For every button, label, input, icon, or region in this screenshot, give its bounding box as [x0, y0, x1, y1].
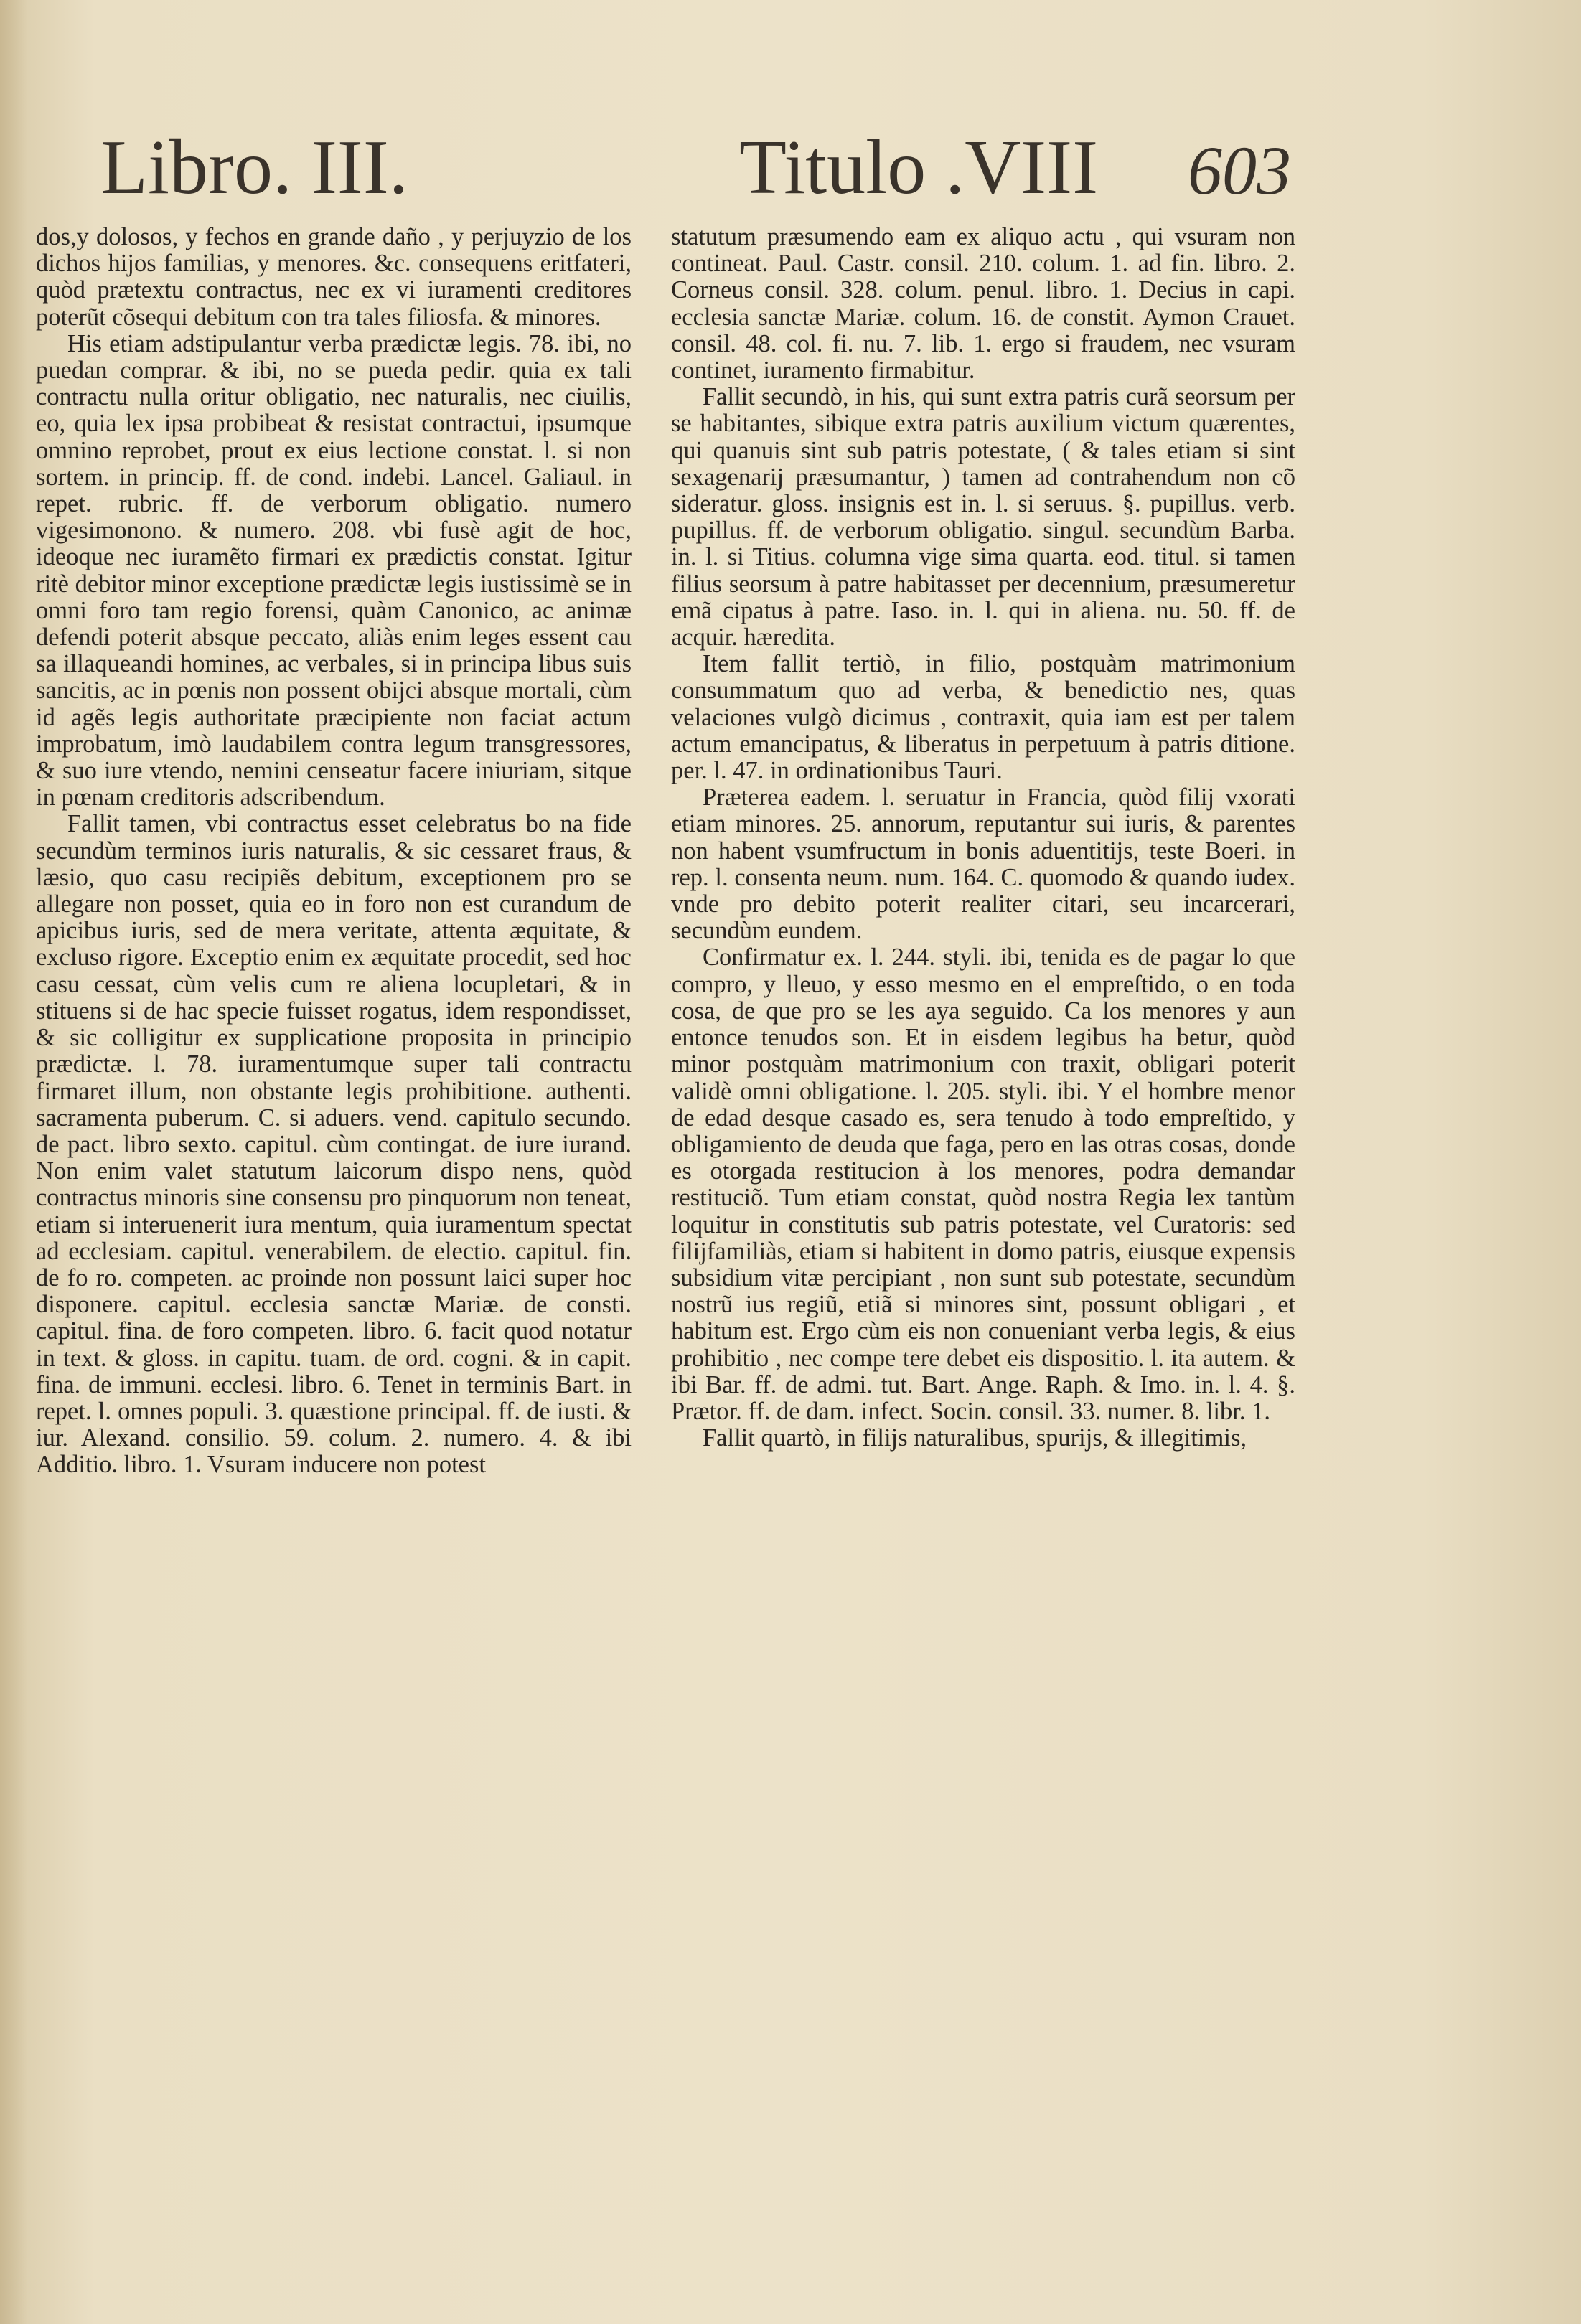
- paragraph: dos,y dolosos, y fechos en grande daño , y perjuyzio de los dichos hijos familias, y menores. &c. consequens eritfateri, quòd prætextu contractus, nec ex vi iuramenti creditores poterũt cõsequi debitum con tra tales filiosfa. & minores.: [36, 223, 632, 331]
- running-head: [0, 115, 1581, 215]
- page-number: 603: [1188, 132, 1291, 209]
- paragraph: statutum præsumendo eam ex aliquo actu , qui vsuram non contineat. Paul. Castr. consil. 210. colum. 1. ad fin. libro. 2. Corneus consil. 328. colum. penul. libro. 1. Decius in capi. ecclesia sanctæ Mariæ. colum. 16. de constit. Aymon Crauet. consil. 48. col. fi. nu. 7. lib. 1. ergo si fraudem, nec vsuram continet, iuramento firmabitur.: [671, 223, 1295, 385]
- paragraph: Fallit tamen, vbi contractus esset celebratus bo na fide secundùm terminos iuris naturalis, & sic cessaret fraus, & læsio, quo casu recipiẽs debitum, exceptionem pro se allegare non posset, quia eo in foro non est curandum de apicibus iuris, sed de mera veritate, attenta æquitate, & excluso rigore. Exceptio enim ex æquitate procedit, sed hoc casu cessat, cùm velis cum re aliena locupletari, & in stituens si de hac specie fuisset rogatus, idem respondisset, & sic colligitur ex supplicatione proposita in principio prædictæ. l. 78. iuramentumque super tali contractu firmaret illum, non obstante legis prohibitione. authenti. sacramenta puberum. C. si aduers. vend. capitulo secundo. de pact. libro sexto. capitul. cùm contingat. de iure iurand. Non enim valet statutum laicorum dispo nens, quòd contractus minoris sine consensu pro pinquorum non teneat, etiam si interuenerit iura mentum, quia iuramentum spectat ad ecclesiam. capitul. venerabilem. de electio. capitul. fin. de fo ro. competen. ac proinde non possunt laici super hoc disponere. capitul. ecclesia sanctæ Mariæ. de consti. capitul. fina. de foro competen. libro. 6. facit quod notatur in text. & gloss. in capitu. tuam. de ord. cogni. & in capit. fina. de immuni. ecclesi. libro. 6. Tenet in terminis Bart. in repet. l. omnes populi. 3. quæstione principal. ff. de iusti. & iur. Alexand. consilio. 59. colum. 2. numero. 4. & ibi Additio. libro. 1. Vsuram inducere non potest: [36, 810, 632, 1479]
- left-column: [36, 224, 632, 1479]
- paragraph: Confirmatur ex. l. 244. styli. ibi, tenida es de pagar lo que compro, y lleuo, y esso mesmo en el empreſtido, o en toda cosa, de que pro se les aya seguido. Ca los menores y aun entonce tenudos son. Et in eisdem legibus ha betur, quòd minor postquàm matrimonium con traxit, obligari poterit validè omni obligatione. l. 205. styli. ibi. Y el hombre menor de edad desque casado es, sera tenudo à todo empreſtido, y obligamiento de deuda que faga, pero en las otras cosas, donde es otorgada restitucion à los menores, podra demandar restituciõ. Tum etiam constat, quòd nostra Regia lex tantùm loquitur in constitutis sub patris potestate, vel Curatoris: sed filijfamiliàs, etiam si habitent in domo patris, eiusque expensis subsidium vitæ percipiant , non sunt sub potestate, secundùm nostrũ ius regiũ, etiã si minores sint, possunt obligari , et habitum est. Ergo cùm eis non conueniant verba legis, & eius prohibitio , nec compe tere debet eis dispositio. l. ita autem. & ibi Bar. ff. de admi. tut. Bart. Ange. Raph. & Imo. in. l. 4. §. Prætor. ff. de dam. infect. Socin. consil. 33. numer. 8. libr. 1.: [671, 944, 1295, 1425]
- paragraph: His etiam adstipulantur verba prædictæ legis. 78. ibi, no puedan comprar. & ibi, no se pueda pedir. quia ex tali contractu nulla oritur obligatio, nec naturalis, nec ciuilis, eo, quia lex ipsa probibeat & resistat contractui, ipsumque omnino reprobet, prout ex eius lectione constat. l. si non sortem. in princip. ff. de cond. indebi. Lancel. Galiaul. in repet. rubric. ff. de verborum obligatio. numero vigesimonono. & numero. 208. vbi fusè agit de hoc, ideoque nec iuramẽto firmari ex prædictis constat. Igitur ritè debitor minor exceptione prædictæ legis iustissimè se in omni foro tam regio forensi, quàm Canonico, ac animæ defendi poterit absque peccato, aliàs enim leges essent cau sa illaqueandi homines, ac verbales, si in principa libus suis sancitis, ac in pœnis non possent obijci absque mortali, cùm id agẽs legis authoritate præcipiente non faciat actum improbatum, imò laudabilem contra legum transgressores, & suo iure vtendo, nemini censeatur facere iniuriam, sitque in pœnam creditoris adscribendum.: [36, 329, 632, 811]
- paragraph: Item fallit tertiò, in filio, postquàm matrimonium consummatum quo ad verba, & benedictio nes, quas velaciones vulgò dicimus , contraxit, quia iam est per talem actum emancipatus, & liberatus in perpetuum à patris ditione. per. l. 47. in ordinationibus Tauri.: [671, 650, 1295, 785]
- running-head-title: Titulo .VIII: [739, 125, 1099, 210]
- right-column: [671, 224, 1295, 1452]
- paragraph: Præterea eadem. l. seruatur in Francia, quòd filij vxorati etiam minores. 25. annorum, reputantur sui iuris, & parentes non habent vsumfructum in bonis aduentitijs, teste Boeri. in rep. l. consenta neum. num. 164. C. quomodo & quando iudex. vnde pro debito poterit realiter citari, seu incarcerari, secundùm eundem.: [671, 784, 1295, 945]
- paragraph: Fallit quartò, in filijs naturalibus, spurijs, & illegitimis,: [703, 1424, 1247, 1452]
- paragraph: Fallit secundò, in his, qui sunt extra patris curã seorsum per se habitantes, sibique extra patris auxilium victum quærentes, qui quanuis sint sub patris potestate, ( & tales etiam si sint sexagenarij præsumantur, ) tamen ad contrahendum non cõ sideratur. gloss. insignis est in. l. si seruus. §. pupillus. verb. pupillus. ff. de verborum obligatio. singul. secundùm Barba. in. l. si Titius. columna vige sima quarta. eod. titul. si tamen filius seorsum à patre habitasset per decennium, præsumeretur emã cipatus à patre. Iaso. in. l. qui in aliena. nu. 50. ff. de acquir. hæredita.: [671, 383, 1295, 651]
- running-head-book: Libro. III.: [100, 125, 408, 210]
